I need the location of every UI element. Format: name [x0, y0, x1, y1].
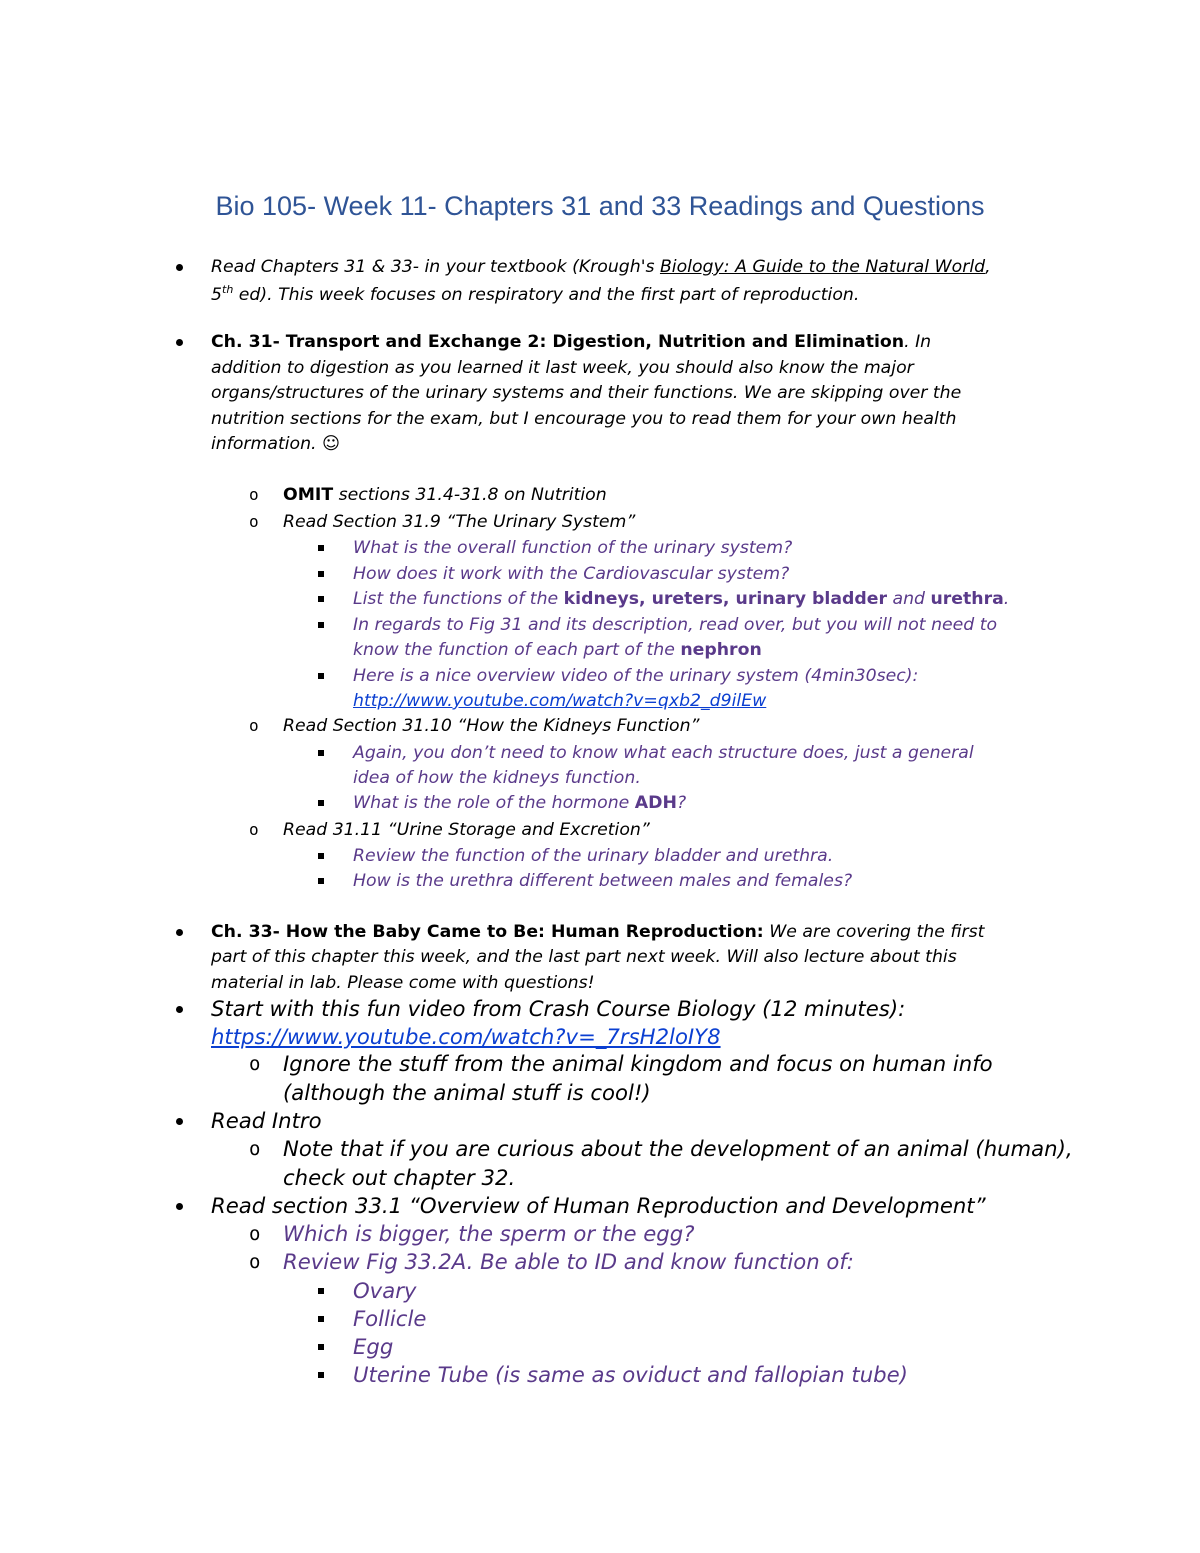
ch31-paragraph-line: addition to digestion as you learned it last week, you should also know the major [211, 358, 914, 378]
square-bullet [318, 853, 324, 859]
ch33-paragraph-line: part of this chapter this week, and the last part next week. Will also lecture about this [211, 947, 957, 967]
section-31-10: Read Section 31.10 “How the Kidneys Function” [283, 716, 700, 736]
intro-line [211, 283, 859, 305]
structure-item-follicle: Follicle [353, 1306, 427, 1331]
ch31-text: . In [904, 332, 932, 352]
intro-text: , [985, 257, 991, 277]
question-text: and [886, 589, 931, 609]
question-item [353, 589, 1009, 609]
intro-line [211, 257, 991, 277]
ch33-text: We are covering the first [763, 922, 985, 942]
sub-bullet-marker: o [249, 716, 259, 735]
ch33-heading: Ch. 33- How the Baby Came to Be: Human Reproduction: [211, 922, 764, 942]
ch31-paragraph-line: organs/structures of the urinary systems and their functions. We are skipping over the [211, 383, 962, 403]
structure-item-uterine-tube: Uterine Tube (is same as oviduct and fallopian tube) [353, 1362, 908, 1387]
sub-bullet-marker: o [249, 485, 259, 504]
intro-text: ed). This week focuses on respiratory and the first part of reproduction. [233, 284, 860, 305]
page-title: Bio 105- Week 11- Chapters 31 and 33 Readings and Questions [215, 191, 985, 221]
ch33-heading-line [211, 922, 984, 942]
bullet-marker [176, 929, 183, 936]
intro-text: Read Chapters 31 & 33- in your textbook (Krough's [211, 257, 660, 277]
question-item: In regards to Fig 31 and its description, read over, but you will not need to [353, 615, 998, 635]
superscript: th [222, 283, 234, 296]
question-item: What is the overall function of the urinary system? [353, 538, 793, 558]
question-text: What is the role of the hormone [353, 793, 635, 813]
omit-text: sections 31.4-31.8 on Nutrition [333, 485, 607, 505]
square-bullet [318, 596, 324, 602]
question-item: How does it work with the Cardiovascular system? [353, 564, 790, 584]
ch31-heading-line [211, 332, 931, 352]
square-bullet [318, 750, 324, 756]
square-bullet [318, 571, 324, 577]
question-item: How is the urethra different between males and females? [353, 871, 853, 891]
square-bullet [318, 1344, 324, 1350]
nephron-term: nephron [680, 640, 762, 660]
sub-bullet-marker: o [249, 512, 259, 531]
question-item: Review Fig 33.2A. Be able to ID and know function of: [283, 1249, 854, 1274]
question-item [353, 640, 762, 660]
organ-terms: kidneys, ureters, urinary bladder [563, 589, 887, 609]
intro-text: 5 [211, 284, 222, 305]
adh-term: ADH [634, 793, 677, 813]
omit-label: OMIT [283, 485, 334, 505]
question-item: Which is bigger, the sperm or the egg? [283, 1221, 695, 1246]
ignore-note: (although the animal stuff is cool!) [283, 1080, 651, 1105]
ignore-note: Ignore the stuff from the animal kingdom and focus on human info [283, 1051, 993, 1076]
sub-bullet-marker: o [249, 1138, 261, 1160]
bullet-marker [176, 1006, 183, 1013]
textbook-title: Biology: A Guide to the Natural World [659, 257, 986, 277]
bullet-marker [176, 264, 183, 271]
question-text: List the functions of the [353, 589, 564, 609]
organ-terms: urethra [930, 589, 1004, 609]
sub-bullet-marker: o [249, 820, 259, 839]
question-text: know the function of each part of the [353, 640, 681, 660]
structure-item-egg: Egg [353, 1334, 394, 1359]
bullet-marker [176, 339, 183, 346]
structure-item-ovary: Ovary [353, 1278, 417, 1303]
crash-course-line: Start with this fun video from Crash Course Biology (12 minutes): [211, 996, 906, 1021]
chapter-32-note: Note that if you are curious about the development of an animal (human), [283, 1136, 1073, 1161]
square-bullet [318, 1372, 324, 1378]
bullet-marker [176, 1118, 183, 1125]
question-item: idea of how the kidneys function. [353, 768, 641, 788]
question-text: . [1003, 589, 1010, 609]
square-bullet [318, 800, 324, 806]
square-bullet [318, 545, 324, 551]
square-bullet [318, 1316, 324, 1322]
section-31-9: Read Section 31.9 “The Urinary System” [283, 512, 636, 532]
section-33-1: Read section 33.1 “Overview of Human Reproduction and Development” [211, 1193, 986, 1218]
sub-bullet-marker: o [249, 1053, 261, 1075]
square-bullet [318, 622, 324, 628]
chapter-32-note: check out chapter 32. [283, 1165, 516, 1190]
ch31-paragraph-line: nutrition sections for the exam, but I encourage you to read them for your own health [211, 409, 957, 429]
sub-bullet-marker: o [249, 1251, 261, 1273]
question-item [353, 793, 686, 813]
question-item: Here is a nice overview video of the urinary system (4min30sec): [353, 666, 919, 686]
urinary-video-link[interactable]: http://www.youtube.com/watch?v=qxb2_d9ilEw [353, 691, 767, 711]
section-31-11: Read 31.11 “Urine Storage and Excretion” [283, 820, 650, 840]
ch31-heading: Ch. 31- Transport and Exchange 2: Digestion, Nutrition and Elimination [211, 332, 905, 352]
sub-bullet-marker: o [249, 1223, 261, 1245]
square-bullet [318, 878, 324, 884]
bullet-marker [176, 1203, 183, 1210]
square-bullet [318, 1288, 324, 1294]
question-item: Review the function of the urinary bladder and urethra. [353, 846, 834, 866]
read-intro: Read Intro [211, 1108, 322, 1133]
question-text: ? [676, 793, 687, 813]
ch31-paragraph-line: information. ☺ [211, 434, 341, 454]
question-item: Again, you don’t need to know what each structure does, just a general [353, 743, 974, 763]
ch33-paragraph-line: material in lab. Please come with questions! [211, 973, 595, 993]
square-bullet [318, 673, 324, 679]
omit-line [283, 485, 607, 505]
crash-course-video-link[interactable]: https://www.youtube.com/watch?v=_7rsH2loIY8 [211, 1024, 721, 1049]
